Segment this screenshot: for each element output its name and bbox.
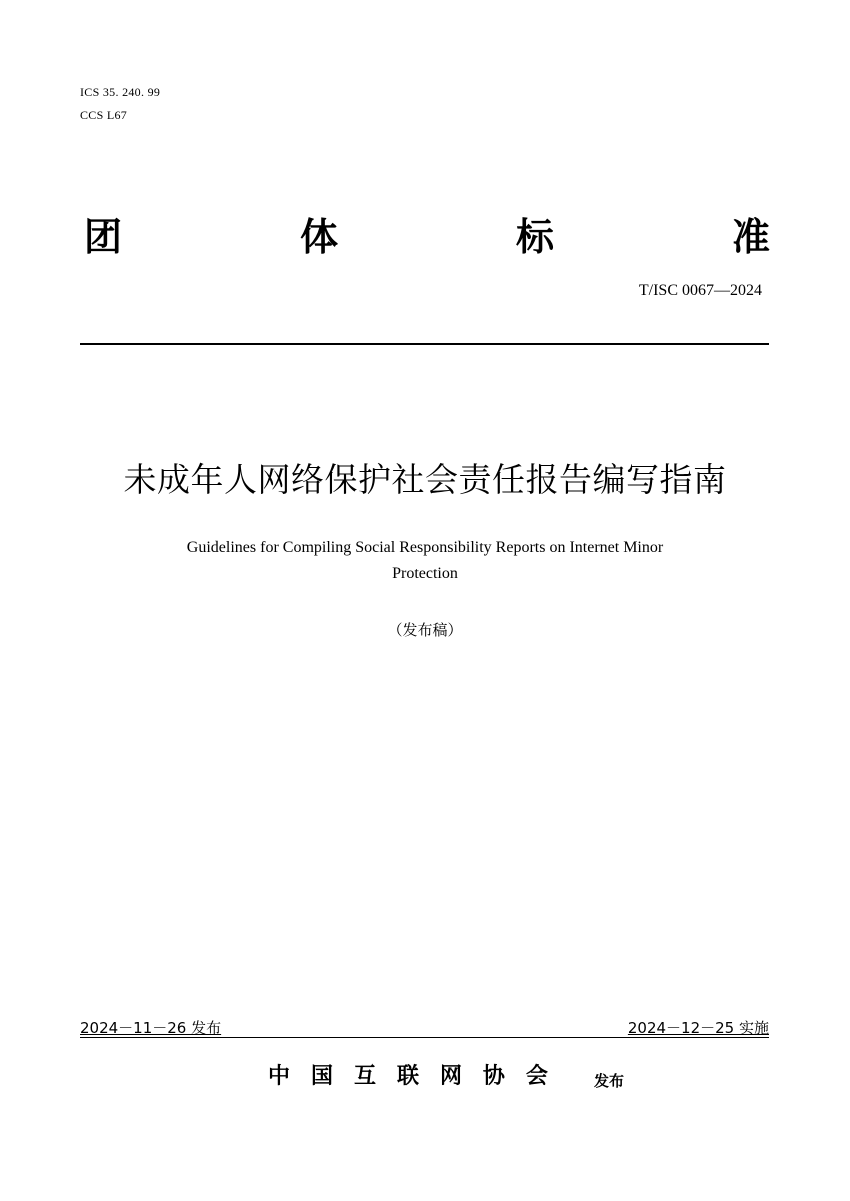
issuing-organization xyxy=(268,1061,548,1091)
implement-date: 2024－12－25 实施 xyxy=(627,1019,769,1037)
title-english-line: Protection xyxy=(392,565,458,582)
issue-label: 发布 xyxy=(594,1072,625,1090)
issuer-char: 会 xyxy=(525,1063,548,1089)
ics-code: ICS 35. 240. 99 xyxy=(80,85,161,99)
title-english-line: Guidelines for Compiling Social Responsibility Reports on Internet Minor xyxy=(186,539,664,556)
ccs-code: CCS L67 xyxy=(80,108,128,122)
standard-type-char: 准 xyxy=(731,215,770,259)
standard-type-char: 团 xyxy=(84,215,123,259)
document-title-chinese: 未成年人网络保护社会责任报告编写指南 xyxy=(123,460,727,499)
bottom-divider xyxy=(80,1037,769,1038)
issuer-char: 协 xyxy=(482,1063,505,1089)
issuer-char: 中 xyxy=(268,1063,291,1089)
issuer-char: 网 xyxy=(439,1063,462,1089)
standard-type-char: 标 xyxy=(515,215,554,259)
issuer-char: 国 xyxy=(310,1063,333,1089)
standard-type-heading xyxy=(84,212,770,262)
standard-type-char: 体 xyxy=(299,215,338,259)
publish-date: 2024－11－26 发布 xyxy=(80,1019,222,1037)
document-title-english xyxy=(110,535,740,587)
issuer-char: 互 xyxy=(353,1063,376,1089)
standard-number: T/ISC 0067—2024 xyxy=(638,282,762,299)
draft-status: （发布稿） xyxy=(387,621,463,639)
top-divider xyxy=(80,343,769,345)
issuer-char: 联 xyxy=(396,1063,419,1089)
